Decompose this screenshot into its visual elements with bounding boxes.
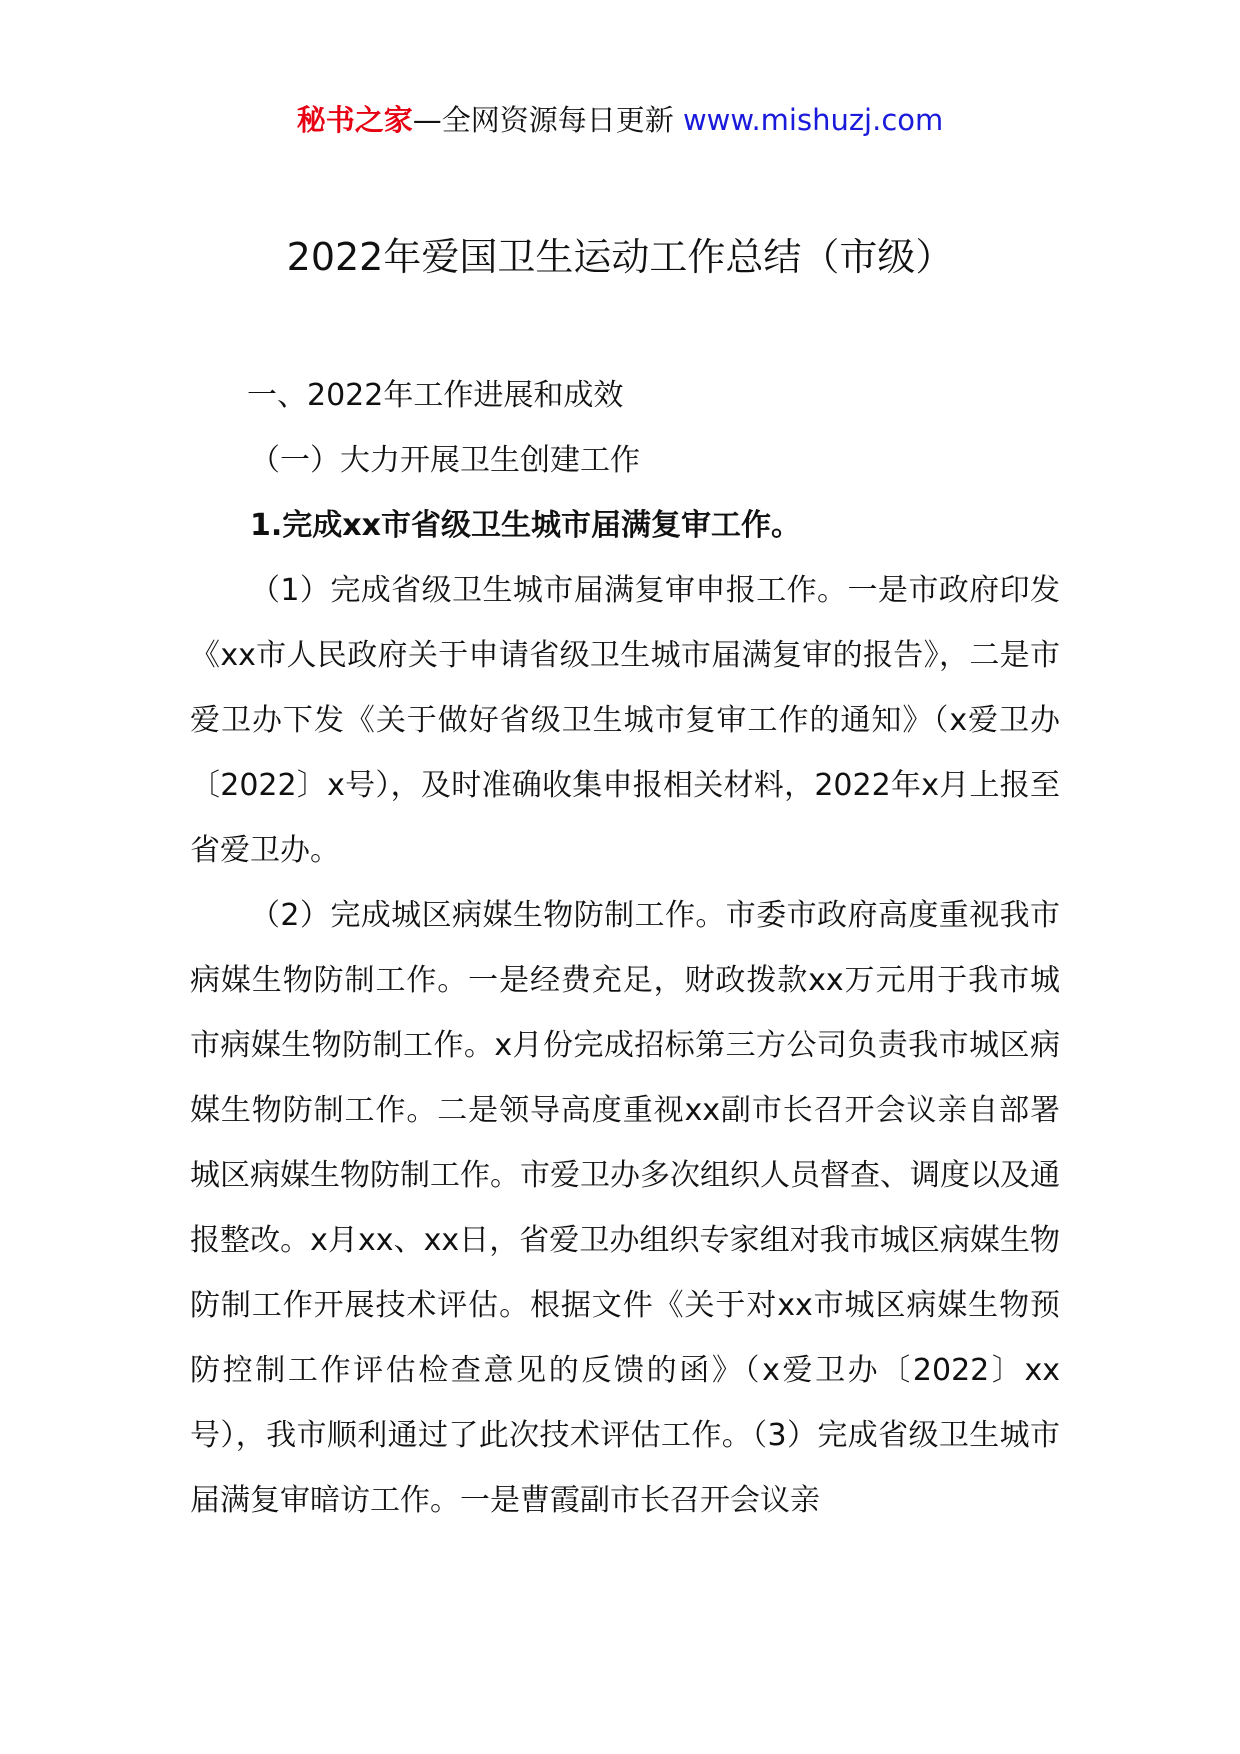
header-tagline: —全网资源每日更新	[412, 103, 674, 137]
body-paragraph: （1）完成省级卫生城市届满复审申报工作。一是市政府印发《xx市人民政府关于申请省级卫生城市届满复审的报告》，二是市爱卫办下发《关于做好省级卫生城市复审工作的通知》（x爱卫办〔2022〕x号），及时准确收集申报相关材料，2022年x月上报至省爱卫办。	[190, 573, 1060, 868]
body-paragraph: （2）完成城区病媒生物防制工作。市委市政府高度重视我市病媒生物防制工作。一是经费充足，财政拨款xx万元用于我市城市病媒生物防制工作。x月份完成招标第三方公司负责我市城区病媒生物防制工作。二是领导高度重视xx副市长召开会议亲自部署城区病媒生物防制工作。市爱卫办多次组织人员督查、调度以及通报整改。x月xx、xx日，省爱卫办组织专家组对我市城区病媒生物防制工作开展技术评估。根据文件《关于对xx市城区病媒生物预防控制工作评估检查意见的反馈的函》（x爱卫办〔2022〕xx号），我市顺利通过了此次技术评估工作。（3）完成省级卫生城市届满复审暗访工作。一是曹霞副市长召开会议亲	[190, 898, 1060, 1518]
site-header	[0, 100, 1240, 140]
document-body	[190, 363, 1060, 1533]
subsection-heading: （一）大力开展卫生创建工作	[250, 443, 640, 478]
brand-name: 秘书之家	[296, 103, 413, 137]
site-url-link[interactable]: www.mishuzj.com	[682, 103, 944, 137]
section-heading: 一、2022年工作进展和成效	[247, 378, 624, 413]
document-title: 2022年爱国卫生运动工作总结（市级）	[286, 235, 954, 279]
item-heading: 1.完成xx市省级卫生城市届满复审工作。	[250, 508, 801, 543]
